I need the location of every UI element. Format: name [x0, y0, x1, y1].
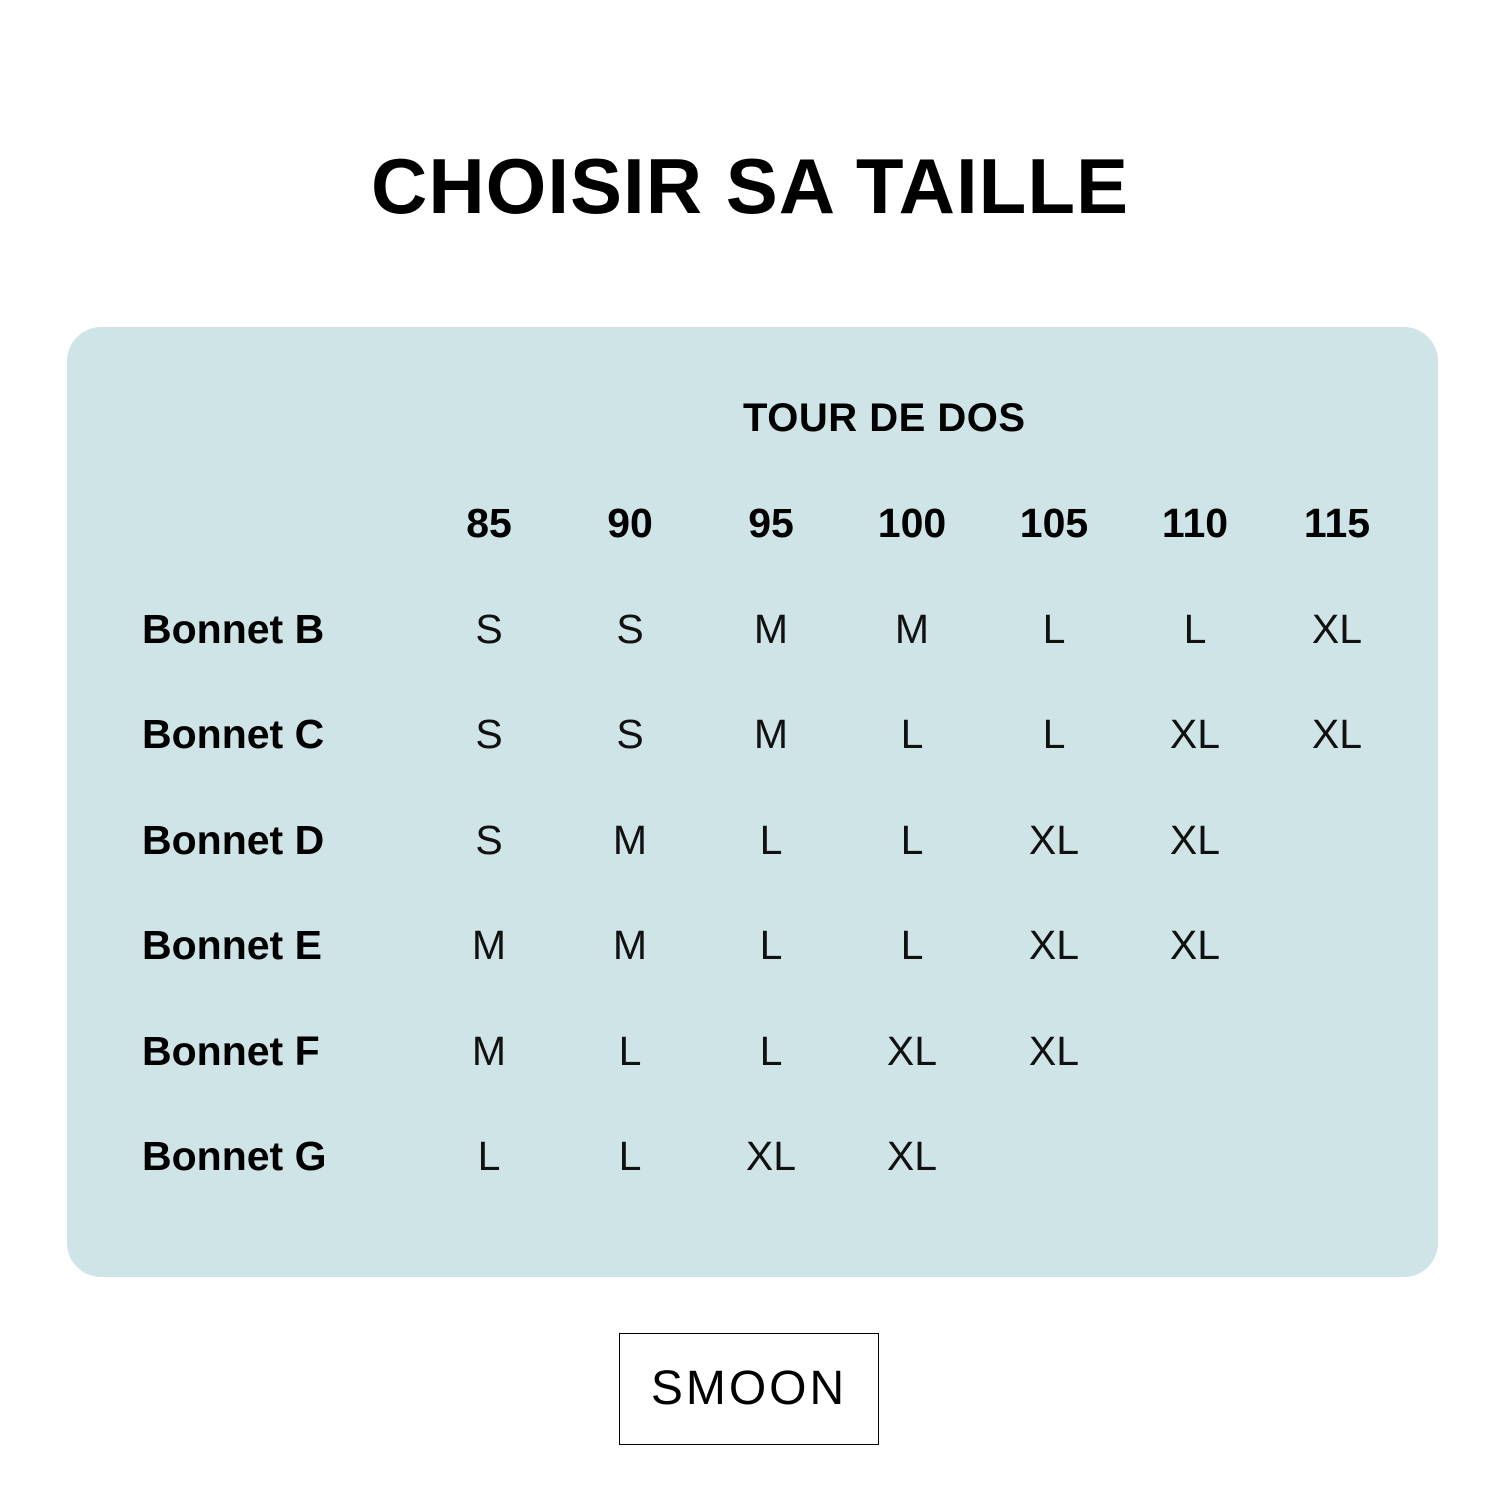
size-cell: L	[618, 1133, 642, 1179]
page-title: CHOISIR SA TAILLE	[371, 142, 1129, 230]
size-cell: S	[475, 606, 503, 652]
size-cell: M	[471, 922, 507, 968]
column-header: 95	[748, 500, 794, 546]
group-header-tour-de-dos: TOUR DE DOS	[743, 396, 1026, 440]
size-cell: M	[612, 817, 648, 863]
size-cell: XL	[1169, 922, 1221, 968]
size-cell: L	[1042, 606, 1066, 652]
size-cell: XL	[745, 1133, 797, 1179]
column-header: 115	[1303, 500, 1371, 546]
column-header: 105	[1019, 500, 1089, 546]
row-label: Bonnet D	[142, 817, 325, 863]
size-cell: XL	[886, 1133, 938, 1179]
size-cell: XL	[1311, 711, 1363, 757]
size-cell: S	[475, 711, 503, 757]
size-cell: M	[753, 711, 789, 757]
size-cell: M	[894, 606, 930, 652]
column-header: 85	[466, 500, 512, 546]
size-cell: XL	[1028, 922, 1080, 968]
size-cell: M	[612, 922, 648, 968]
row-label: Bonnet C	[142, 711, 325, 757]
size-cell: XL	[1169, 711, 1221, 757]
size-cell: L	[900, 711, 924, 757]
row-label: Bonnet G	[142, 1133, 327, 1179]
size-cell: S	[616, 606, 644, 652]
size-cell: S	[475, 817, 503, 863]
size-cell: L	[618, 1028, 642, 1074]
column-header: 100	[877, 500, 947, 546]
column-header: 110	[1161, 500, 1229, 546]
size-cell: XL	[1169, 817, 1221, 863]
brand-logo	[619, 1333, 879, 1445]
size-cell: L	[900, 922, 924, 968]
size-cell: L	[759, 1028, 783, 1074]
size-cell: L	[477, 1133, 501, 1179]
row-label: Bonnet E	[142, 922, 322, 968]
row-label: Bonnet F	[142, 1028, 320, 1074]
size-cell: L	[1042, 711, 1066, 757]
size-cell: L	[900, 817, 924, 863]
size-cell: L	[1183, 606, 1207, 652]
size-cell: M	[471, 1028, 507, 1074]
size-cell: XL	[1311, 606, 1363, 652]
row-label: Bonnet B	[142, 606, 325, 652]
size-cell: XL	[1028, 1028, 1080, 1074]
size-cell: L	[759, 817, 783, 863]
size-cell: XL	[886, 1028, 938, 1074]
size-cell: M	[753, 606, 789, 652]
size-cell: XL	[1028, 817, 1080, 863]
brand-logo-text: SMOON	[650, 1362, 848, 1415]
size-cell: L	[759, 922, 783, 968]
column-header: 90	[607, 500, 653, 546]
size-cell: S	[616, 711, 644, 757]
